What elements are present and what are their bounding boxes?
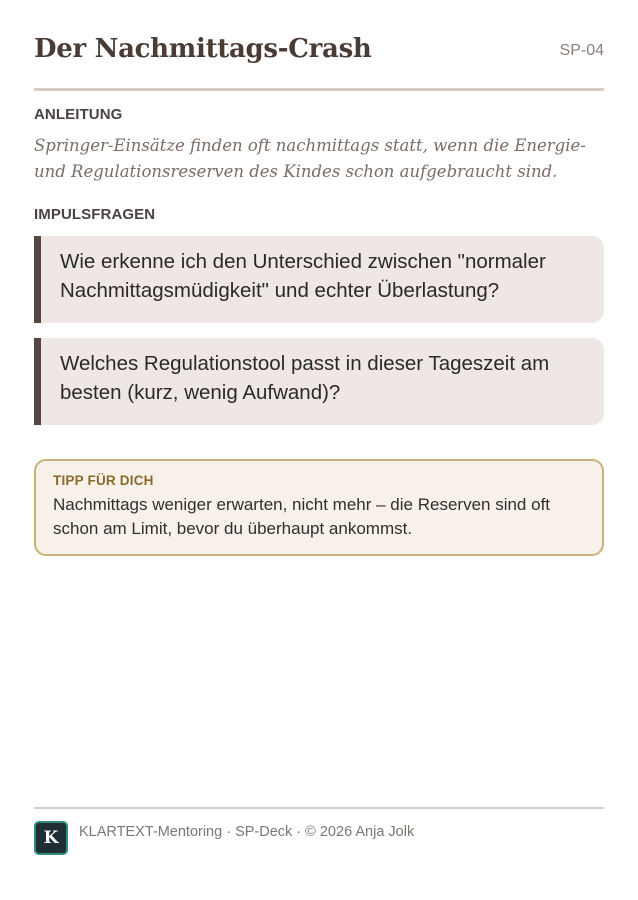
brand-logo-icon: K — [34, 821, 68, 855]
question-card: Welches Regulationstool passt in dieser Tageszeit am besten (kurz, wenig Aufwand)? — [34, 338, 604, 425]
footer-divider — [34, 807, 604, 809]
card-header — [34, 30, 604, 91]
card-page — [34, 0, 604, 900]
card-code: SP-04 — [559, 42, 604, 59]
footer-credit: KLARTEXT-Mentoring · SP-Deck · © 2026 Anja Jolk — [79, 824, 415, 840]
tip-box — [34, 459, 604, 556]
instruction-label: ANLEITUNG — [34, 106, 123, 123]
questions-label: IMPULSFRAGEN — [34, 206, 156, 223]
instruction-text: Springer-Einsätze finden oft nachmittags statt, wenn die Energie- und Regulationsreserven des Kindes schon aufgebraucht sind. — [34, 136, 586, 181]
question-card: Wie erkenne ich den Unterschied zwischen "normaler Nachmittagsmüdigkeit" und echter Überlastung? — [34, 236, 604, 323]
tip-text: Nachmittags weniger erwarten, nicht mehr – die Reserven sind oft schon am Limit, bevor du überhaupt ankommst. — [53, 495, 551, 538]
card-title: Der Nachmittags-Crash — [34, 34, 372, 64]
tip-label: TIPP FÜR DICH — [53, 473, 154, 488]
